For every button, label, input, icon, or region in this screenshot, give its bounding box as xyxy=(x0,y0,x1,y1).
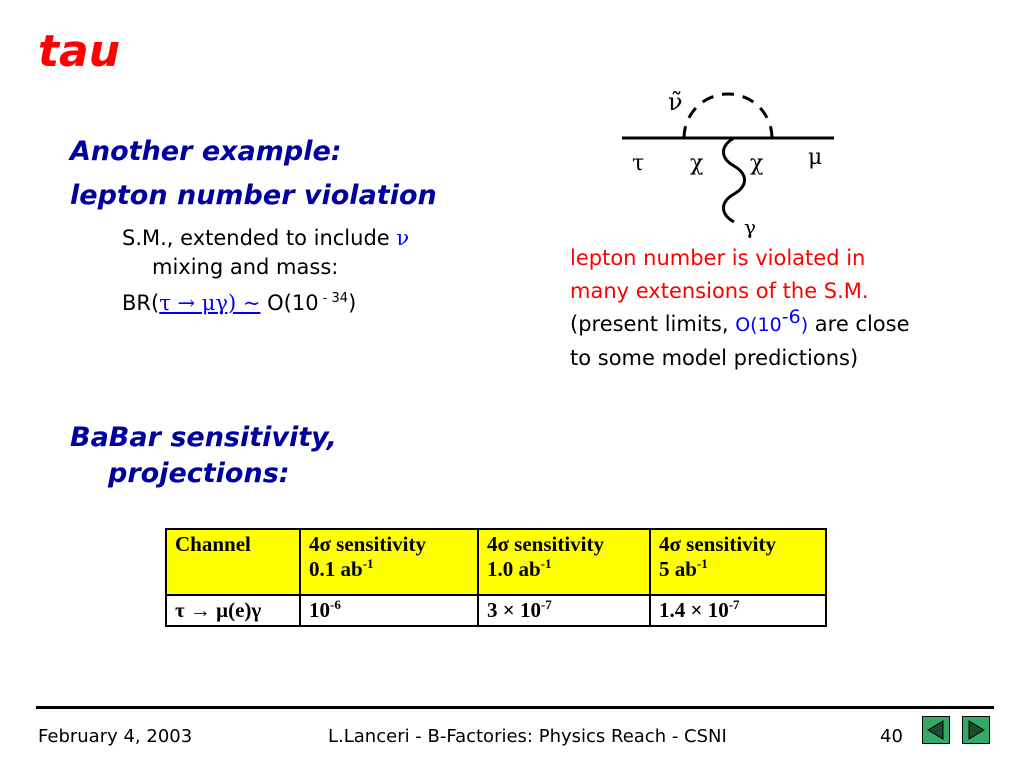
note-line3-pre: (present limits, xyxy=(570,312,736,336)
photon-line xyxy=(724,138,745,222)
header-sens-0-1-exp: -1 xyxy=(362,556,374,571)
heading-babar-sensitivity: BaBar sensitivity, xyxy=(70,422,337,453)
header-sens-5 xyxy=(650,529,826,595)
cell-sens-0-1 xyxy=(300,595,478,626)
note-line3 xyxy=(570,308,1010,342)
header-sens-0-1-line2 xyxy=(309,557,469,582)
sm-extension-line1: S.M., extended to include xyxy=(122,226,397,250)
cell-sens-0-1-exp: -6 xyxy=(330,597,341,612)
nu-symbol: ν xyxy=(396,226,410,250)
note-line4-text: to some model predictions xyxy=(570,346,850,370)
note-line4-close: ) xyxy=(849,346,859,370)
header-channel xyxy=(166,529,300,595)
cell-sens-0-1-value: 10 xyxy=(309,598,330,622)
table-header-row xyxy=(166,529,826,595)
cell-sens-1-0-value: 3 × 10 xyxy=(487,598,541,622)
mu-label: μ xyxy=(808,145,823,170)
footer-date: February 4, 2003 xyxy=(38,726,193,747)
note-limit-close: ) xyxy=(800,314,809,336)
gamma-label: γ xyxy=(744,215,756,239)
chi-label-left: χ xyxy=(690,151,704,176)
header-sens-1-0-line2 xyxy=(487,557,641,582)
footer-divider xyxy=(36,706,994,709)
note-limit-value: O(10 xyxy=(735,314,782,336)
br-exponent: - 34 xyxy=(318,291,349,306)
triangle-right-icon xyxy=(963,717,989,743)
note-line4 xyxy=(570,342,1010,375)
cell-sens-1-0 xyxy=(478,595,650,626)
footer-center-text: L.Lanceri - B-Factories: Physics Reach - CSNI xyxy=(328,726,727,747)
tau-label: τ xyxy=(632,151,645,176)
heading-projections: projections: xyxy=(108,458,290,489)
heading-another-example: Another example: xyxy=(70,136,342,167)
cell-sens-5-exp: -7 xyxy=(728,597,740,612)
header-sens-1-0 xyxy=(478,529,650,595)
br-close: ) xyxy=(348,291,357,315)
triangle-left-icon xyxy=(923,717,949,743)
note-line2: many extensions of the S.M. xyxy=(570,279,869,303)
feynman-diagram xyxy=(600,80,860,250)
chi-label-right: χ xyxy=(750,151,764,176)
header-sens-1-0-exp: -1 xyxy=(540,556,552,571)
header-sens-0-1-lumi: 0.1 ab xyxy=(309,557,363,581)
next-slide-button[interactable] xyxy=(962,716,990,744)
header-sens-5-line1: 4σ sensitivity xyxy=(659,532,777,556)
header-sens-5-lumi: 5 ab xyxy=(659,557,697,581)
sm-extension-line2: mixing and mass: xyxy=(152,255,339,279)
header-channel-text: Channel xyxy=(175,532,251,556)
note-line1: lepton number is violated in xyxy=(570,246,866,270)
lepton-violation-note xyxy=(570,242,1010,375)
br-order: O(10 xyxy=(260,291,319,315)
header-sens-5-line2 xyxy=(659,557,817,582)
table-row xyxy=(166,595,826,626)
cell-sens-5 xyxy=(650,595,826,626)
header-sens-1-0-line1: 4σ sensitivity xyxy=(487,532,605,556)
cell-sens-1-0-exp: -7 xyxy=(540,597,552,612)
header-sens-0-1 xyxy=(300,529,478,595)
br-process: τ → μγ) ~ xyxy=(159,291,261,315)
header-sens-1-0-lumi: 1.0 ab xyxy=(487,557,541,581)
prev-slide-button[interactable] xyxy=(922,716,950,744)
footer-page-number: 40 xyxy=(880,726,903,747)
sm-extension-text xyxy=(122,225,409,252)
cell-channel: τ → μ(e)γ xyxy=(166,595,300,626)
sneutrino-label: ν̃ xyxy=(668,88,683,116)
slide-title: tau xyxy=(38,26,121,77)
sensitivity-table xyxy=(165,528,827,627)
note-line3-post: are close xyxy=(808,312,910,336)
heading-lepton-number-violation: lepton number violation xyxy=(70,180,437,211)
header-sens-0-1-line1: 4σ sensitivity xyxy=(309,532,427,556)
cell-sens-5-value: 1.4 × 10 xyxy=(659,598,729,622)
branching-ratio xyxy=(122,290,356,317)
br-prefix: BR( xyxy=(122,291,160,315)
header-sens-5-exp: -1 xyxy=(696,556,708,571)
sneutrino-loop xyxy=(684,94,772,138)
note-limit-exponent: -6 xyxy=(781,306,801,328)
